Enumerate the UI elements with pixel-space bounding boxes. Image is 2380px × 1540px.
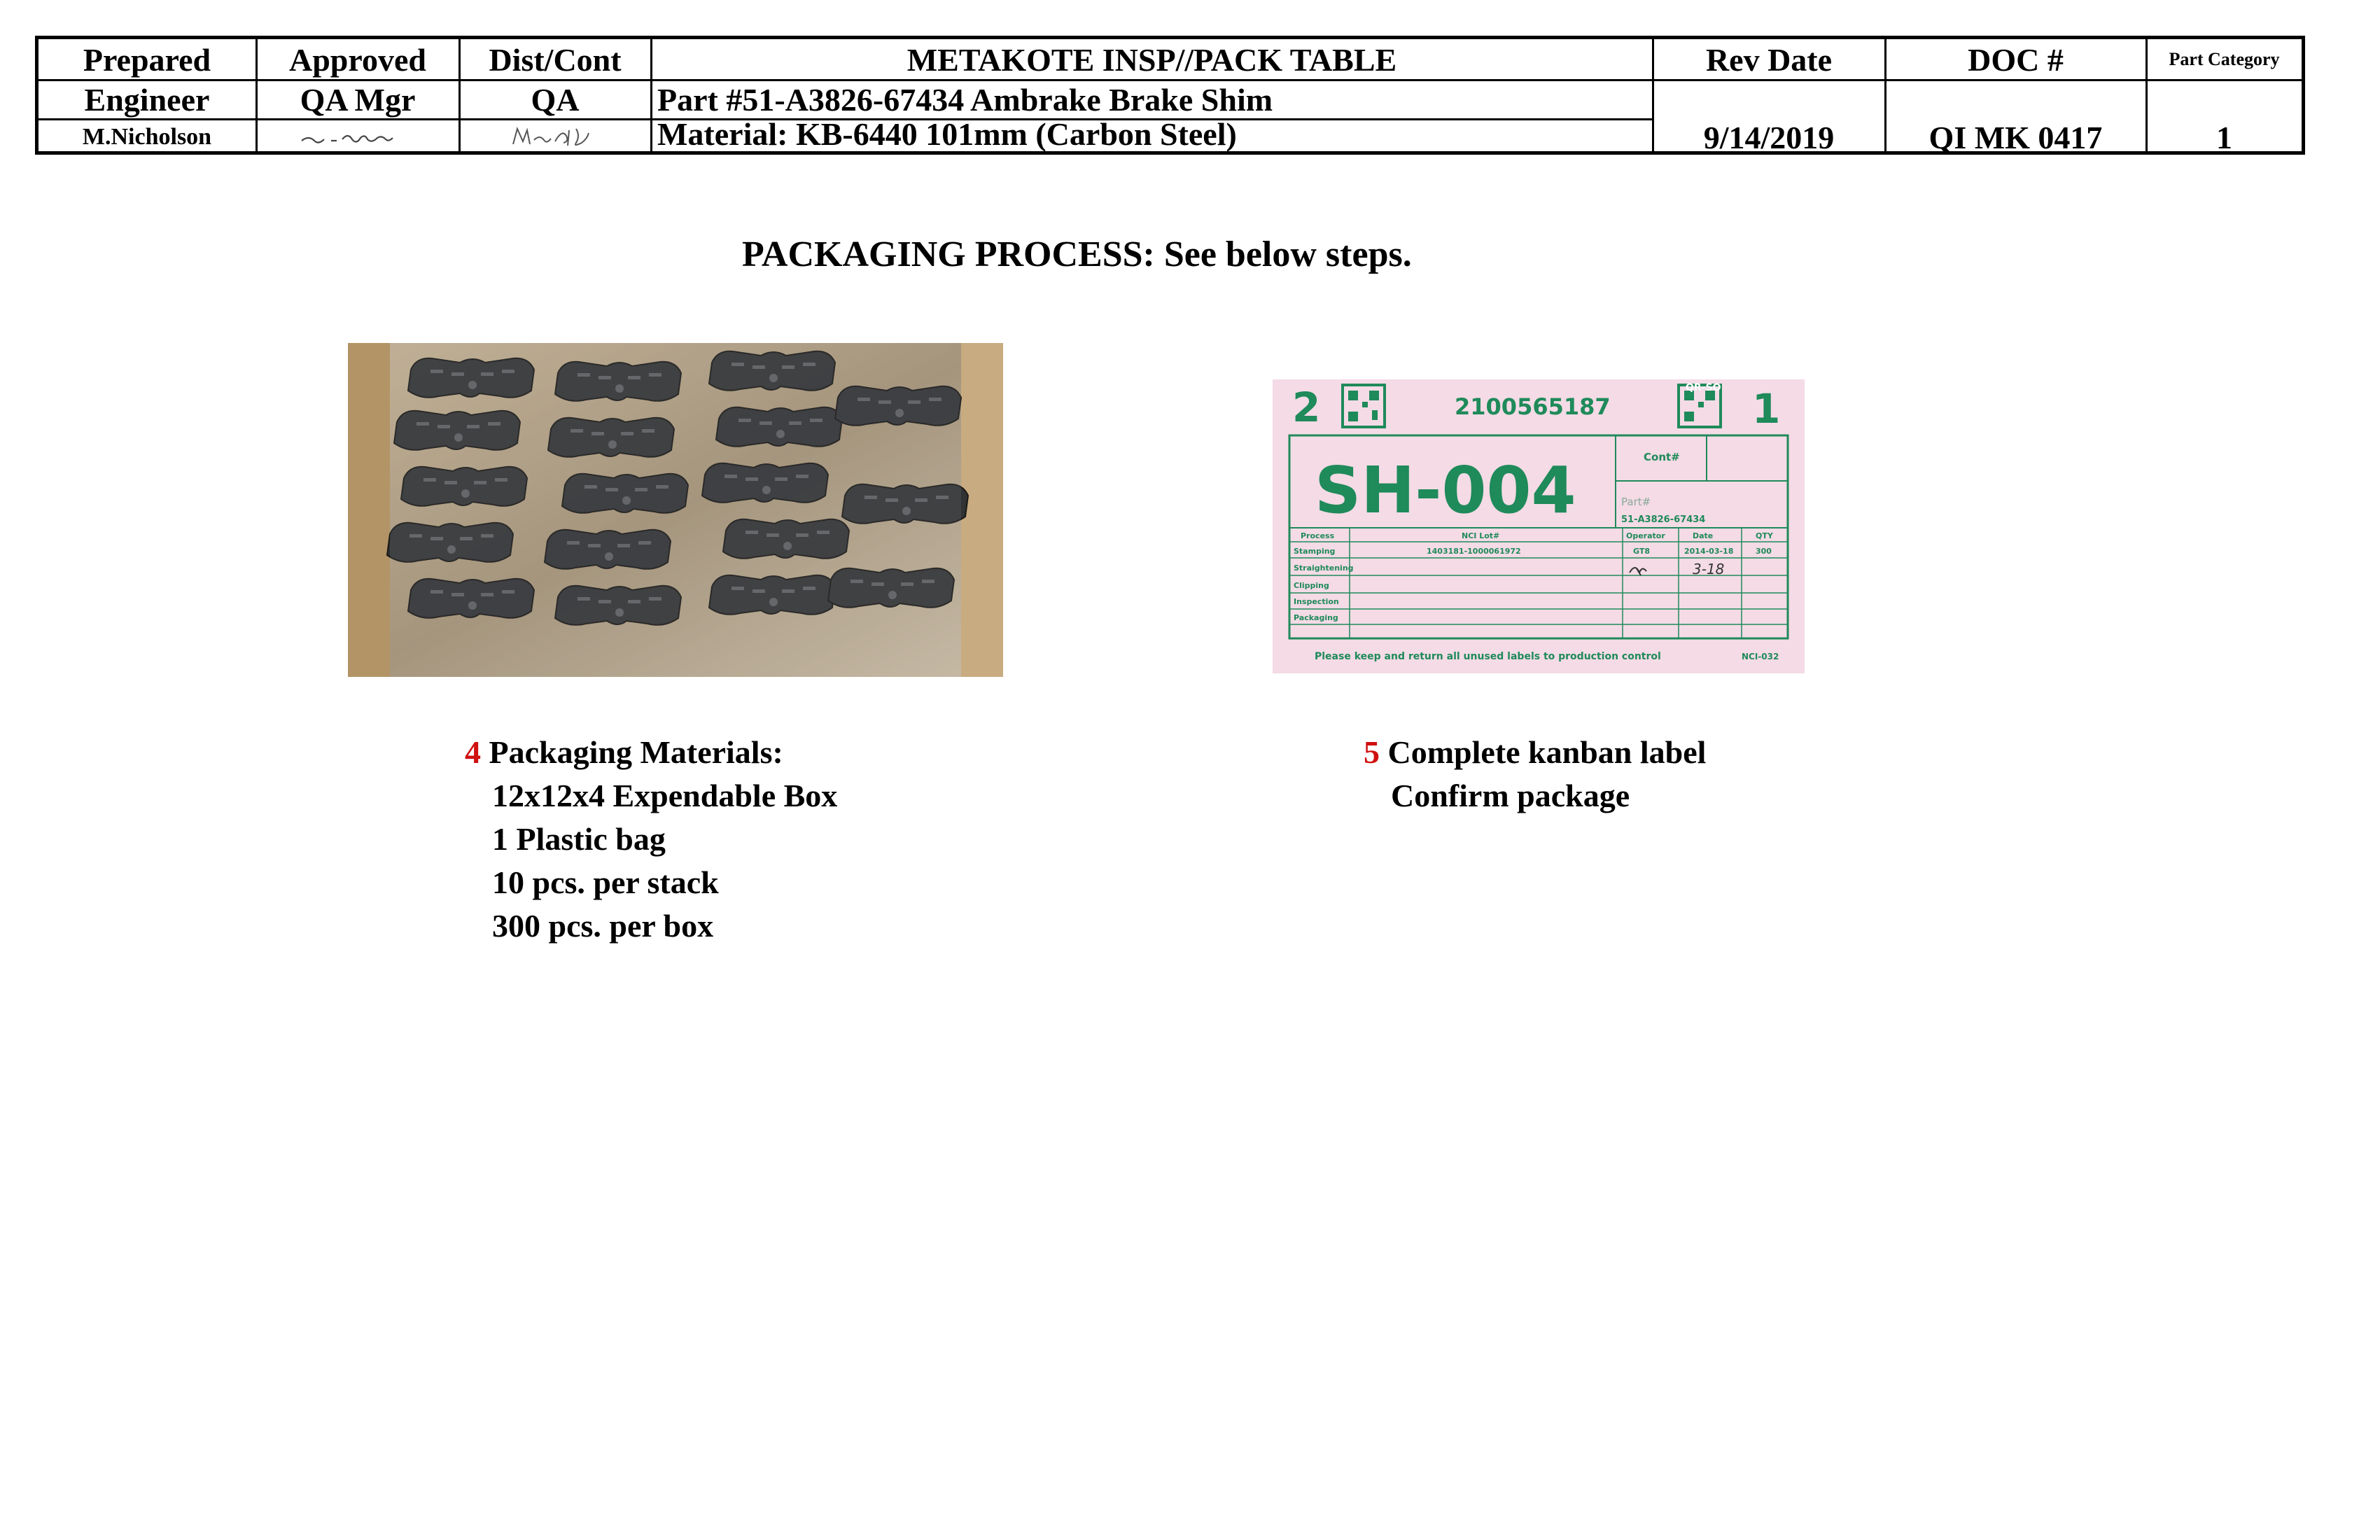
label-part-value: 51-A3826-67434: [1621, 514, 1706, 525]
page-title: PACKAGING PROCESS: See below steps.: [742, 234, 1412, 274]
label-footer: Please keep and return all unused labels to production control: [1315, 651, 1661, 662]
label-row-process: Clipping: [1294, 581, 1329, 590]
label-col-qty: QTY: [1756, 531, 1773, 540]
revdate-label: Rev Date: [1705, 41, 1833, 78]
doc-title: METAKOTE INSP//PACK TABLE: [906, 41, 1397, 78]
step-line: 12x12x4 Expendable Box: [492, 778, 838, 813]
prepared-name: M.Nicholson: [82, 124, 212, 150]
label-row-process: Stamping: [1294, 547, 1336, 556]
distcont-signature: [460, 120, 650, 155]
kanban-label-image: [1273, 379, 1805, 673]
step-line: 300 pcs. per box: [492, 908, 714, 944]
label-col-date: Date: [1693, 531, 1714, 540]
part-line: Part #51-A3826-67434 Ambrake Brake Shim: [657, 81, 1273, 118]
step-line: Confirm package: [1391, 778, 1630, 813]
label-row-date: 3-18: [1693, 561, 1725, 578]
material-line: Material: KB-6440 101mm (Carbon Steel): [657, 115, 1237, 152]
approved-signature: [257, 120, 458, 155]
label-left-number: 2: [1292, 384, 1321, 431]
label-row-date: 2014-03-18: [1684, 547, 1734, 556]
distcont-label: Dist/Cont: [489, 41, 622, 78]
prepared-label: Prepared: [83, 41, 211, 78]
step-number: 5: [1364, 734, 1380, 770]
prepared-role: Engineer: [84, 81, 210, 118]
step-5: [1364, 731, 1706, 818]
docnum-label: DOC #: [1968, 41, 2064, 78]
header-table: [35, 36, 2305, 155]
label-row-lot: 1403181-1000061972: [1427, 547, 1521, 556]
label-qr-text: QR-SO: [1686, 382, 1721, 393]
rev-date: 9/14/2019: [1703, 119, 1835, 155]
label-right-number: 1: [1752, 385, 1781, 433]
label-cont: Cont#: [1644, 451, 1680, 463]
step-number: 4: [465, 734, 481, 770]
label-row-process: Straightening: [1294, 564, 1354, 573]
label-row-qty: 300: [1756, 547, 1772, 556]
part-category: 1: [2216, 119, 2232, 155]
label-col-process: Process: [1301, 531, 1335, 540]
doc-number: QI MK 0417: [1928, 119, 2103, 155]
label-code: 2100565187: [1455, 393, 1611, 420]
step-4: [465, 731, 837, 948]
label-form-id: NCI-032: [1742, 652, 1779, 662]
label-part: Part#: [1621, 496, 1651, 508]
step-line: Complete kanban label: [1387, 734, 1707, 770]
approved-label: Approved: [289, 41, 426, 78]
label-row-process: Inspection: [1294, 597, 1339, 606]
approved-role: QA Mgr: [300, 81, 416, 118]
partcat-label: Part Category: [2169, 49, 2280, 69]
distcont-role: QA: [531, 81, 580, 118]
step-line: Packaging Materials:: [489, 734, 783, 770]
step-line: 10 pcs. per stack: [492, 864, 719, 900]
label-big-code: SH-004: [1315, 453, 1576, 528]
label-col-lot: NCI Lot#: [1462, 531, 1500, 540]
label-col-operator: Operator: [1626, 531, 1665, 540]
step-line: 1 Plastic bag: [492, 821, 666, 857]
label-row-operator: GT8: [1633, 547, 1650, 556]
packaged-shims-photo: [348, 343, 1003, 677]
label-row-process: Packaging: [1294, 613, 1338, 622]
